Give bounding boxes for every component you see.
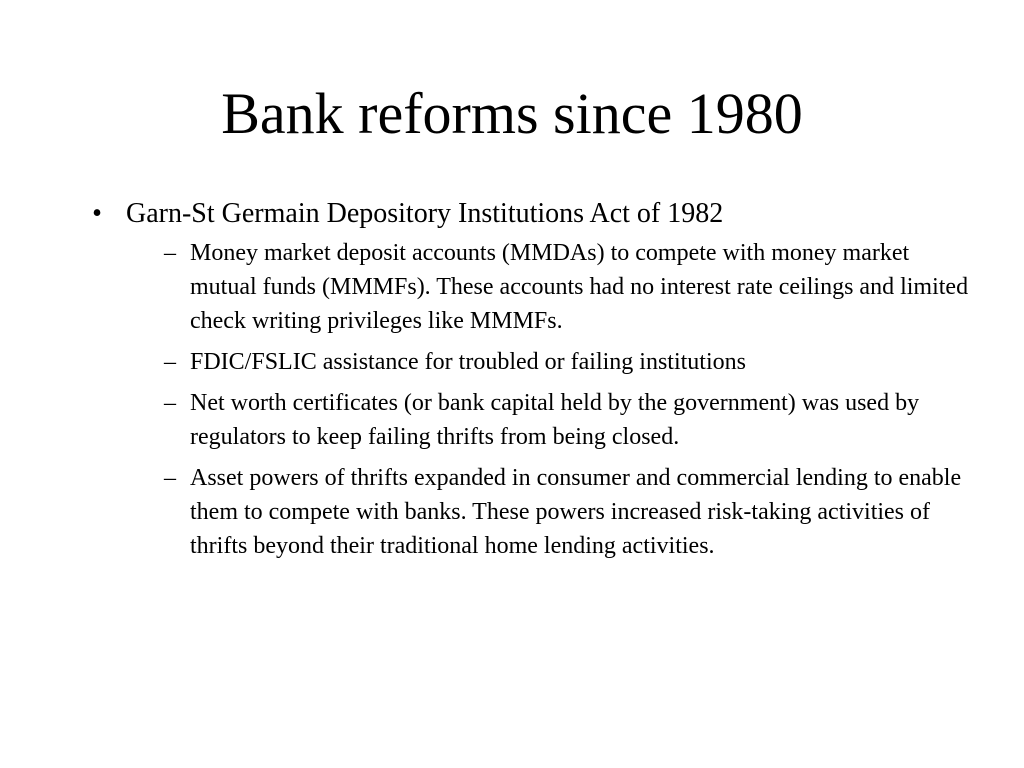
bullet-text: Garn-St Germain Depository Institutions Act of 1982 <box>126 198 724 229</box>
sub-bullet-asset-powers <box>158 461 974 563</box>
sub-bullet-text: FDIC/FSLIC assistance for troubled or failing institutions <box>190 349 746 375</box>
dash-marker: – <box>164 240 176 266</box>
dash-marker: – <box>164 349 176 375</box>
sub-bullet-mmda <box>158 236 974 338</box>
dash-marker: – <box>164 390 176 416</box>
sub-bullet-text: Asset powers of thrifts expanded in consumer and commercial lending to enable them to compete with banks. These powers increased risk-taking activities of thrifts beyond their traditional home lending activities. <box>190 465 962 559</box>
bullet-marker: • <box>92 198 102 229</box>
slide-title: Bank reforms since 1980 <box>221 81 803 146</box>
sub-bullet-text: Money market deposit accounts (MMDAs) to compete with money market mutual funds (MMMFs). These accounts had no interest rate ceilings and limited check writing privileges like MMMFs. <box>190 240 969 334</box>
dash-marker: – <box>164 465 176 491</box>
sub-bullet-net-worth-certificates <box>158 386 974 454</box>
sub-bullet-text: Net worth certificates (or bank capital held by the government) was used by regulators to keep failing thrifts from being closed. <box>190 390 920 450</box>
sub-bullet-list <box>126 236 982 563</box>
sub-bullet-fdic-fslic <box>158 345 974 379</box>
bullet-list <box>82 195 982 570</box>
bullet-item-garn-st-germain <box>82 195 982 563</box>
